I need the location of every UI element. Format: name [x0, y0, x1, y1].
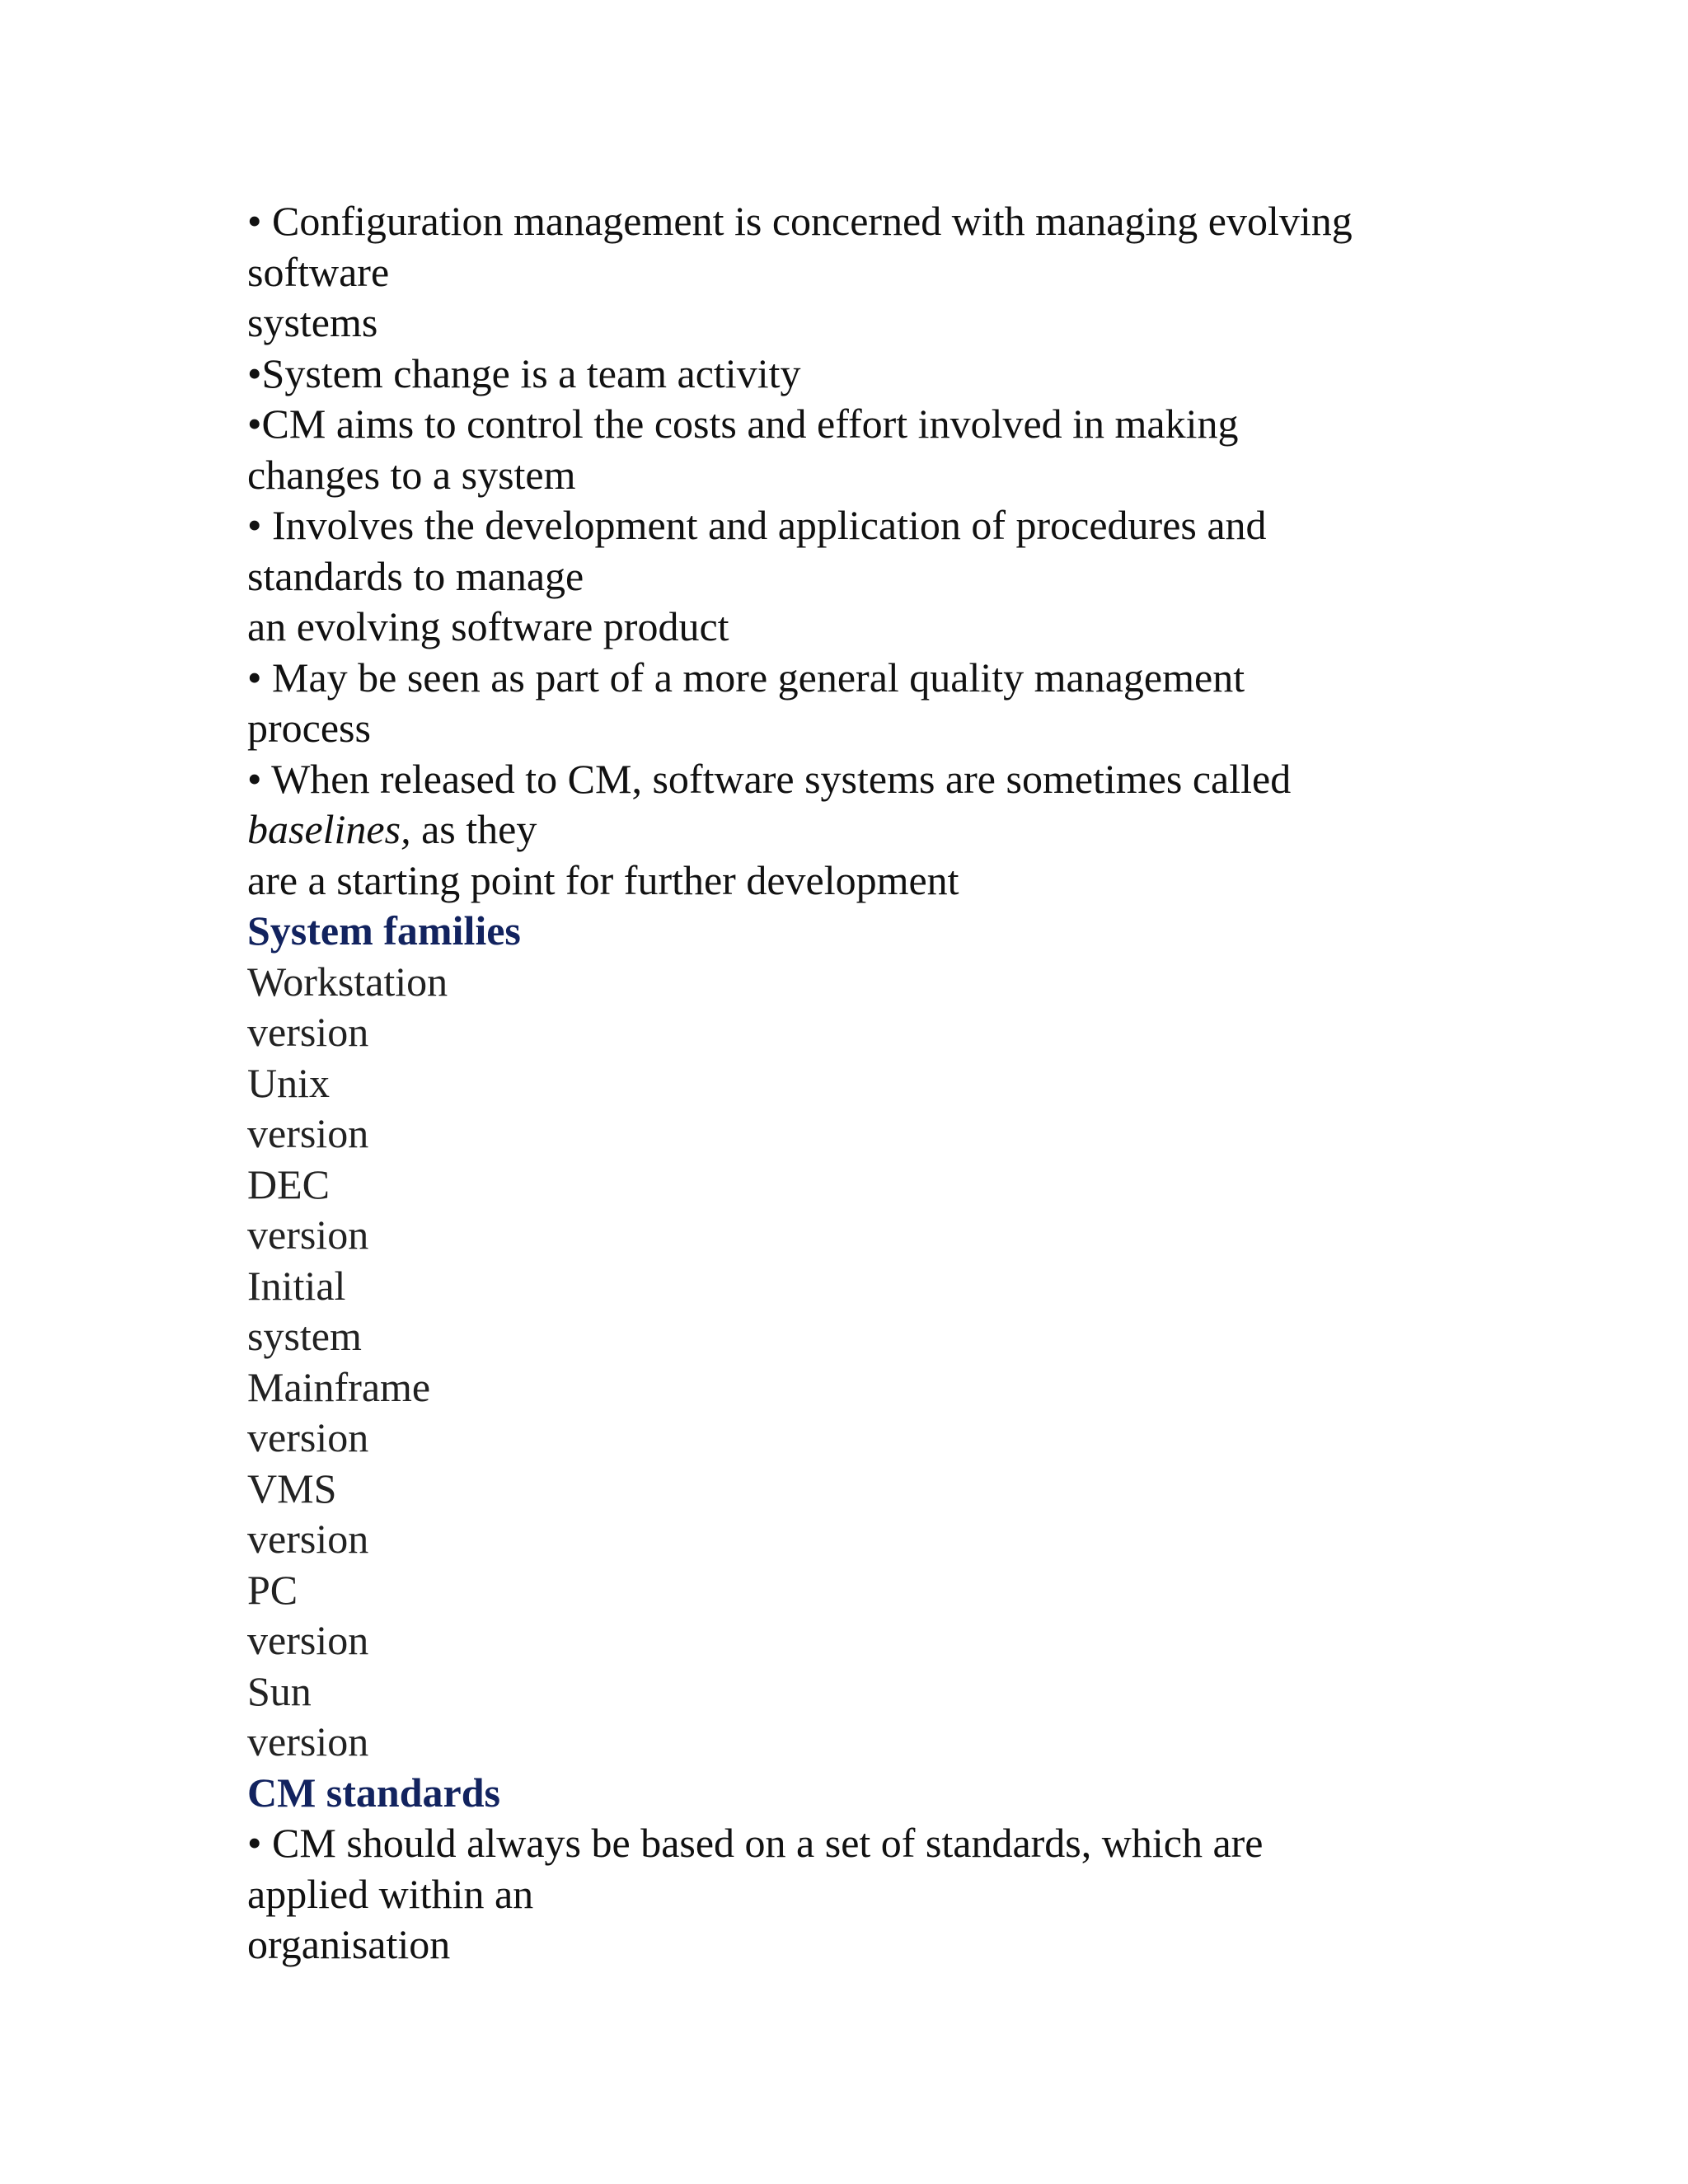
text-line: systems — [247, 299, 378, 345]
family-label: Mainframe — [247, 1363, 431, 1410]
family-label: version — [247, 1009, 369, 1055]
text-line: standards to manage — [247, 552, 584, 599]
text-line: process — [247, 705, 371, 751]
text-line: •CM aims to control the costs and effort involved in making — [247, 401, 1239, 447]
text-line: • CM should always be based on a set of standards, which are — [247, 1820, 1264, 1866]
text-line: software — [247, 248, 390, 295]
text-line: are a starting point for further development — [247, 856, 959, 903]
text-line: • When released to CM, software systems are sometimes called — [247, 755, 1292, 802]
family-label: DEC — [247, 1160, 330, 1207]
family-label: Workstation — [247, 958, 448, 1005]
intro-section — [247, 196, 1533, 906]
family-label: version — [247, 1516, 369, 1562]
text-line: • Configuration management is concerned with managing evolving — [247, 198, 1353, 244]
text-line: changes to a system — [247, 451, 576, 498]
family-label: Initial — [247, 1262, 346, 1309]
family-label: version — [247, 1718, 369, 1765]
family-label: VMS — [247, 1465, 337, 1511]
family-label: version — [247, 1414, 369, 1460]
family-label: PC — [247, 1566, 298, 1613]
document-page — [247, 196, 1533, 1971]
family-label: Unix — [247, 1059, 330, 1106]
family-label: system — [247, 1313, 362, 1359]
family-label: version — [247, 1617, 369, 1663]
cm-standards-heading: CM standards — [247, 1769, 500, 1816]
cm-standards-section — [247, 1768, 1533, 1971]
text-line: •System change is a team activity — [247, 349, 801, 396]
family-label: version — [247, 1212, 369, 1258]
text-line: an evolving software product — [247, 603, 729, 649]
family-label: Sun — [247, 1667, 312, 1714]
text-line: organisation — [247, 1921, 451, 1967]
baselines-line — [247, 804, 1533, 855]
text-line: • Involves the development and application of procedures and — [247, 502, 1267, 548]
system-families-heading: System families — [247, 907, 521, 954]
baselines-term: baselines, — [247, 806, 411, 852]
baselines-rest: as they — [410, 806, 537, 852]
system-families-section — [247, 906, 1533, 1768]
family-label: version — [247, 1110, 369, 1156]
text-line: • May be seen as part of a more general quality management — [247, 654, 1245, 701]
text-line: applied within an — [247, 1870, 534, 1917]
